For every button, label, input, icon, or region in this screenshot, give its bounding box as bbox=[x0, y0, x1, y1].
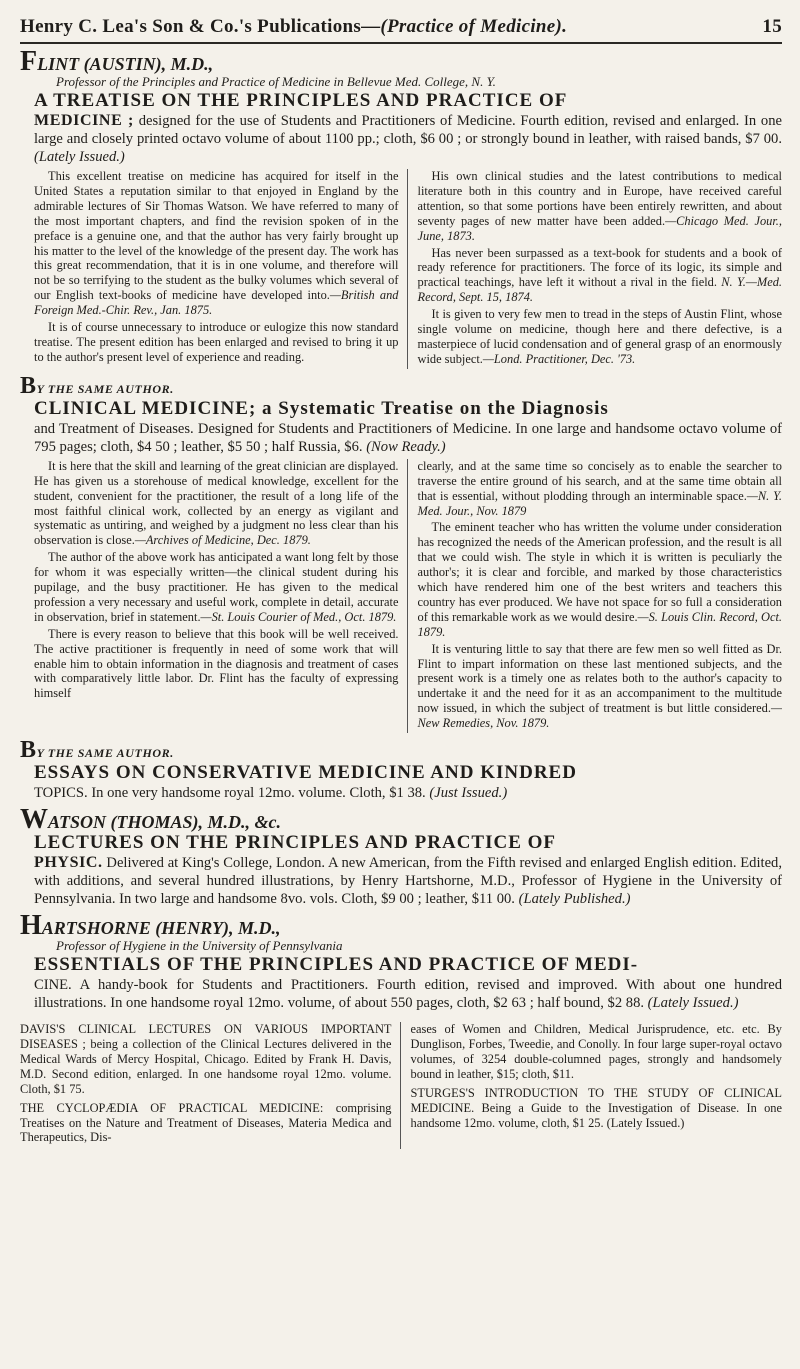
byline bbox=[20, 737, 782, 764]
review-source: —Archives of Medicine, Dec. 1879. bbox=[134, 533, 311, 548]
listing-item: DAVIS'S CLINICAL LECTURES ON VARIOUS IMPORTANT DISEASES ; being a collection of the Clinical Lectures delivered in the Medical Wards of Mercy Hospital, Chicago. Edited by Frank H. Davis, M.D. Second edition, enlarged. In one handsome royal 12mo. volume. Cloth, $1 75. bbox=[20, 1022, 392, 1096]
review-source: —N. Y. Med. Jour., Nov. 1879 bbox=[417, 488, 782, 518]
work-description bbox=[20, 854, 782, 908]
review-paragraph bbox=[34, 459, 399, 548]
review-text: clearly, and at the same time so concisely as to enable the searcher to traverse the entire ground of his search, and at the same time obtain all that is essential, without plodding through an interminable space. bbox=[417, 458, 782, 503]
reviews bbox=[20, 169, 782, 369]
author-affiliation: Professor of Hygiene in the University of Pennsylvania bbox=[56, 938, 343, 954]
review-paragraph bbox=[34, 320, 399, 365]
drop-initial: B bbox=[20, 372, 37, 399]
review-source: —Lond. Practitioner, Dec. '73. bbox=[482, 351, 636, 366]
review-source: —St. Louis Courier of Med., Oct. 1879. bbox=[200, 609, 397, 624]
publisher-name: Henry C. Lea's Son & Co.'s Publications— bbox=[20, 16, 381, 37]
review-text: It is here that the skill and learning of the great clinician are displayed. He has given us a storehouse of medical knowledge, excellent for the student, convenient for the practitioner, the result of a long life of the most faithful clinical work, collected by an energy as vigilant and systematic as untiring, and weighed by a judgment no less clear than his observation is close. bbox=[34, 458, 399, 548]
review-text: It is given to very few men to tread in the steps of Austin Flint, whose single volume on medicine, though here and there defective, is a masterpiece of lucid condensation and of general grasp of an enormously wide subject. bbox=[417, 307, 782, 366]
status-note: (Now Ready.) bbox=[366, 438, 446, 455]
review-source: —British and Foreign Med.-Chir. Rev., Jan. 1875. bbox=[34, 288, 399, 318]
reviews-right-column bbox=[418, 459, 783, 733]
byline bbox=[20, 372, 782, 399]
review-text: It is of course unnecessary to introduce or eulogize this now standard treatise. The present edition has been enlarged and revised to bring it up to the author's present level of experience and reading. bbox=[34, 320, 399, 364]
review-text: There is every reason to believe that this book will be well received. The active practitioner is frequently in need of some work that will enable him to obtain information in the diagnosis and treatment of cases with comparatively little labor. Dr. Flint has the faculty of expressing himself bbox=[34, 626, 399, 701]
review-text: It is venturing little to say that there are few men so well fitted as Dr. Flint to impart information on these last mentioned subjects, and the present work is a timely one as relates both to the author's capacity to undertake it and the need for it as an accompaniment to the multitude now issued, in which the subject of treatment is but little considered. bbox=[417, 641, 782, 716]
reviews-right-column bbox=[418, 169, 783, 369]
description-text: designed for the use of Students and Practitioners of Medicine. Fourth edition, revised and enlarged. In one large and closely printed octavo volume of about 1100 pp.; cloth, $6 00 ; or strongly bound in leather, with raised bands, $7 00. bbox=[34, 113, 782, 147]
author-heading bbox=[20, 804, 782, 836]
review-paragraph bbox=[418, 459, 783, 519]
drop-initial: B bbox=[20, 737, 37, 764]
reviews-left-column bbox=[34, 459, 408, 733]
reviews bbox=[20, 459, 782, 733]
header-subject: (Practice of Medicine). bbox=[380, 16, 568, 37]
drop-initial: H bbox=[20, 910, 42, 942]
description-text: TOPICS. In one very handsome royal 12mo. volume. Cloth, $1 38. bbox=[34, 785, 430, 802]
work-description bbox=[20, 112, 782, 166]
work-title: ESSAYS ON CONSERVATIVE MEDICINE AND KINDRED bbox=[34, 762, 577, 784]
review-source: —S. Louis Clin. Record, Oct. 1879. bbox=[417, 609, 782, 639]
entry-hartshorne-essentials bbox=[20, 910, 782, 1012]
review-paragraph bbox=[34, 169, 399, 318]
review-source: N. Y.—Med. Record, Sept. 15, 1874. bbox=[417, 275, 782, 305]
short-listings bbox=[20, 1022, 782, 1149]
description-text: and Treatment of Diseases. Designed for Students and Practitioners of Medicine. In one large and handsome octavo volume of 795 pages; cloth, $4 50 ; leather, $5 50 ; half Russia, $6. bbox=[34, 420, 782, 455]
description-text: Delivered at King's College, London. A new American, from the Fifth revised and enlarged English edition. Edited, with additions, and several hundred illustrations, by Henry Hartshorne, M.D., Professor of Hygiene in the University of Pennsylvania. In two large and handsome 8vo. vols. Cloth, $9 00 ; leather, $11 00. bbox=[34, 855, 782, 908]
status-note: (Lately Issued.) bbox=[34, 149, 125, 165]
title-continuation: MEDICINE ; bbox=[34, 112, 134, 129]
byline-text: Y THE SAME AUTHOR. bbox=[36, 381, 174, 396]
title-continuation: PHYSIC. bbox=[34, 854, 103, 872]
review-text: The author of the above work has anticipated a want long felt by those for whom it was especially written—the clinical student during his pupilage, and the busy practitioner. He has given to the medical profession a very necessary and useful work, complete in detail, accurate in observation, brief in statement. bbox=[34, 550, 399, 624]
catalog-page bbox=[20, 16, 782, 1356]
author-name: ARTSHORNE (HENRY), M.D., bbox=[41, 918, 281, 939]
entry-watson-lectures bbox=[20, 804, 782, 908]
review-paragraph bbox=[418, 520, 783, 639]
review-source: —Chicago Med. Jour., June, 1873. bbox=[417, 213, 782, 243]
status-note: (Just Issued.) bbox=[429, 785, 508, 802]
page-number: 15 bbox=[762, 16, 782, 37]
review-paragraph bbox=[418, 246, 783, 306]
review-text: His own clinical studies and the latest contributions to medical literature both in this country and in Europe, have received careful attention, so that some portions have been entirely rewritten, and about seventy pages of new matter have been added. bbox=[417, 169, 782, 228]
author-name: ATSON (THOMAS), M.D., &c. bbox=[48, 812, 282, 833]
entry-flint-essays bbox=[20, 737, 782, 802]
review-paragraph bbox=[34, 550, 399, 625]
status-note: (Lately Issued.) bbox=[647, 995, 739, 1012]
work-title: LECTURES ON THE PRINCIPLES AND PRACTICE OF bbox=[34, 832, 557, 854]
listings-left-column bbox=[20, 1022, 401, 1149]
work-title: CLINICAL MEDICINE; a Systematic Treatise on the Diagnosis bbox=[34, 397, 609, 419]
review-paragraph bbox=[418, 642, 783, 731]
review-paragraph bbox=[418, 169, 783, 244]
work-description bbox=[20, 420, 782, 456]
work-title: A TREATISE ON THE PRINCIPLES AND PRACTICE OF bbox=[34, 90, 568, 111]
drop-initial: W bbox=[20, 804, 48, 836]
author-heading bbox=[20, 910, 782, 942]
entry-flint-treatise bbox=[20, 46, 782, 369]
listing-item: STURGES'S INTRODUCTION TO THE STUDY OF CLINICAL MEDICINE. Being a Guide to the Investigation of Disease. In one handsome 12mo. volume, cloth, $1 25. (Lately Issued.) bbox=[410, 1085, 782, 1130]
review-text: This excellent treatise on medicine has acquired for itself in the United States a reputation similar to that enjoyed in England by the admirable lectures of Sir Thomas Watson. We have referred to many of the most important chapters, and find the revision spoken of in the preface is a genuine one, and that the author has very fairly brought up his matter to the level of the knowledge of the present day. The work has this great recommendation, that it is in one volume, and therefore will not be so terrifying to the student as the bulky volumes which several of our English text-books of medicine have developed into. bbox=[34, 169, 399, 303]
author-heading bbox=[20, 46, 782, 77]
entry-flint-clinical bbox=[20, 372, 782, 733]
status-note: (Lately Published.) bbox=[518, 891, 631, 908]
review-text: The eminent teacher who has written the volume under consideration has recognized the needs of the American profession, and the result is all that we could wish. The style in which it is written is peculiarly the author's; it is clear and forcible, and marked by those characteristics which have rendered him one of the best writers and teachers this country has ever produced. We have not space for so full a consideration of this remarkable work as we would desire. bbox=[417, 520, 782, 624]
reviews-left-column bbox=[34, 169, 408, 369]
author-name: LINT (AUSTIN), M.D., bbox=[37, 54, 214, 74]
header-title bbox=[20, 16, 567, 38]
review-text: Has never been surpassed as a text-book for students and a book of ready reference for practitioners. The force of its logic, its simple and practical teachings, have left it without a rival in the field. bbox=[417, 245, 782, 290]
listing-item: THE CYCLOPÆDIA OF PRACTICAL MEDICINE: comprising Treatises on the Nature and Treatment of Diseases, Materia Medica and Therapeutics, Dis- bbox=[20, 1100, 392, 1145]
page-header bbox=[20, 16, 782, 44]
work-title: ESSENTIALS OF THE PRINCIPLES AND PRACTICE OF MEDI- bbox=[34, 954, 639, 976]
listing-item: eases of Women and Children, Medical Jurisprudence, etc. etc. By Dunglison, Forbes, Tweedie, and Conolly. In four large super-royal octavo volumes, of 3254 double-columned pages, strongly and handsomely bound in leather, $15; cloth, $11. bbox=[410, 1022, 782, 1081]
byline-text: Y THE SAME AUTHOR. bbox=[36, 746, 174, 761]
review-paragraph bbox=[34, 627, 399, 702]
drop-initial: F bbox=[20, 46, 38, 77]
work-description bbox=[20, 976, 782, 1012]
author-affiliation: Professor of the Principles and Practice of Medicine in Bellevue Med. College, N. Y. bbox=[56, 74, 496, 89]
review-source: —New Remedies, Nov. 1879. bbox=[417, 701, 782, 731]
work-description bbox=[20, 784, 782, 802]
listings-right-column bbox=[411, 1022, 783, 1149]
description-text: CINE. A handy-book for Students and Practitioners. Fourth edition, revised and improved. With about one hundred illustrations. In one handsome royal 12mo. volume, of about 550 pages, cloth, $2 63 ; half bound, $2 88. bbox=[34, 977, 782, 1012]
review-paragraph bbox=[418, 307, 783, 367]
